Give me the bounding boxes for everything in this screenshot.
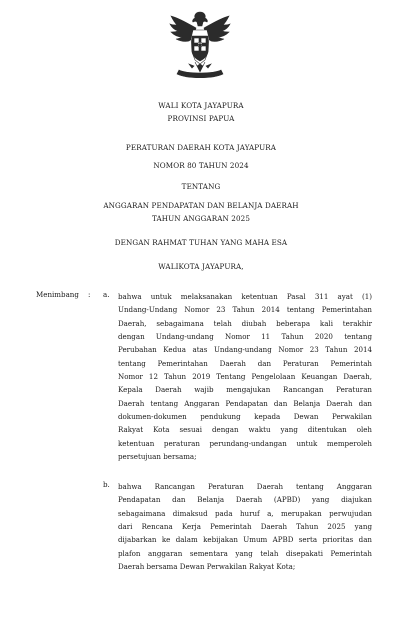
item-a-line: dengan Undang-undang Nomor 11 Tahun 2020 tentang: [118, 332, 372, 342]
province-heading: PROVINSI PAPUA: [167, 114, 235, 123]
garuda-emblem: [165, 8, 235, 86]
item-a-line: Kepala Daerah wajib mengajukan Rancangan Peraturan: [118, 385, 372, 395]
regulation-number: NOMOR 80 TAHUN 2024: [153, 161, 249, 170]
item-a-line: dokumen-dokumen pendukung kepada Dewan Perwakilan: [118, 412, 372, 422]
regulation-title: PERATURAN DAERAH KOTA JAYAPURA: [125, 143, 277, 152]
considering-label: Menimbang: [36, 290, 79, 299]
item-a-line: Undang-Undang Nomor 23 Tahun 2014 tentang Pemerintahan: [118, 305, 372, 315]
mayor-office-heading: WALI KOTA JAYAPURA: [158, 101, 244, 110]
item-b-line: dijabarkan ke dalam kebijakan Umum APBD serta prioritas dan: [118, 535, 372, 545]
considering-item-a: [118, 290, 372, 463]
item-b-line: plafon anggaran sementara yang telah disepakati Pemerintah: [118, 548, 372, 558]
item-marker-a: a.: [103, 290, 110, 299]
mayor-title: WALIKOTA JAYAPURA,: [158, 262, 244, 271]
item-a-line: bahwa untuk melaksanakan ketentuan Pasal 311 ayat (1): [118, 292, 372, 301]
grace-statement: DENGAN RAHMAT TUHAN YANG MAHA ESA: [114, 238, 288, 247]
considering-colon: :: [88, 290, 91, 299]
item-a-line: tentang Pemerintahan Daerah dan Peraturan Pemerintah: [118, 358, 372, 368]
subject-line-2: TAHUN ANGGARAN 2025: [151, 214, 250, 223]
item-a-line: Rakyat Kota sesuai dengan waktu yang ditentukan oleh: [118, 425, 372, 435]
about-heading: TENTANG: [181, 182, 221, 191]
item-b-line: sebagaimana dimaksud pada huruf a, merupakan perwujudan: [118, 508, 372, 518]
item-a-line: Daerah, sebagaimana telah diubah beberapa kali terakhir: [118, 318, 372, 328]
item-a-line: Daerah tentang Anggaran Pendapatan dan Belanja Daerah dan: [118, 398, 372, 408]
item-a-line: Perubahan Kedua atas Undang-undang Nomor 23 Tahun 2014: [118, 345, 372, 355]
item-marker-b: b.: [103, 480, 110, 489]
item-b-line: Pendapatan dan Belanja Daerah (APBD) yang diajukan: [118, 495, 372, 505]
item-b-line: dari Rencana Kerja Pemerintah Daerah Tahun 2025 yang: [118, 522, 372, 532]
item-b-line: Daerah bersama Dewan Perwakilan Rakyat Kota;: [118, 562, 296, 572]
subject-line-1: ANGGARAN PENDAPATAN DAN BELANJA DAERAH: [103, 201, 299, 210]
item-a-line: Nomor 12 Tahun 2019 Tentang Pengelolaan Keuangan Daerah,: [118, 372, 372, 382]
considering-item-b: [118, 480, 372, 573]
item-b-line: bahwa Rancangan Peraturan Daerah tentang Anggaran: [118, 482, 372, 491]
item-a-line: ketentuan peraturan perundang-undangan untuk memperoleh: [118, 438, 372, 448]
item-a-line: persetujuan bersama;: [118, 452, 197, 462]
